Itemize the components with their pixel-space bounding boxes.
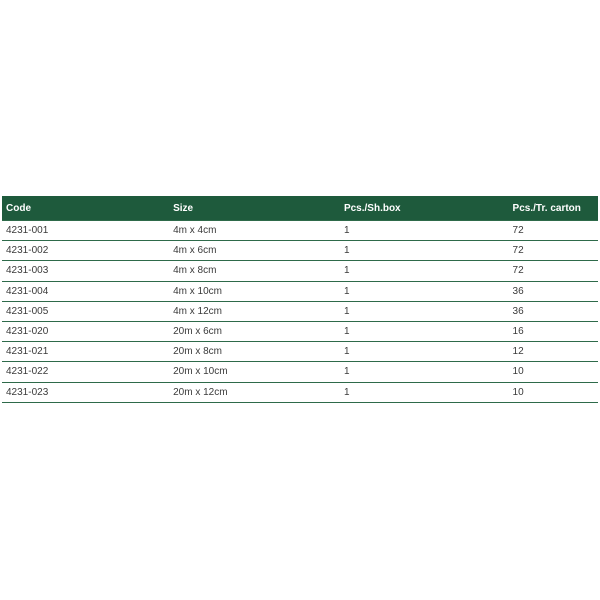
cell-pcs-sh-box: 1 — [338, 342, 507, 362]
cell-size: 20m x 10cm — [167, 362, 338, 382]
cell-pcs-sh-box: 1 — [338, 382, 507, 402]
table-row — [2, 281, 598, 301]
table-row — [2, 241, 598, 261]
header-row — [2, 196, 598, 221]
cell-pcs-sh-box: 1 — [338, 301, 507, 321]
cell-pcs-sh-box: 1 — [338, 221, 507, 241]
cell-pcs-sh-box: 1 — [338, 321, 507, 341]
cell-pcs-tr-carton: 72 — [507, 261, 598, 281]
cell-code: 4231-002 — [2, 241, 167, 261]
table-body — [2, 221, 598, 403]
table-header — [2, 196, 598, 221]
cell-size: 4m x 4cm — [167, 221, 338, 241]
cell-pcs-tr-carton: 10 — [507, 382, 598, 402]
cell-pcs-sh-box: 1 — [338, 261, 507, 281]
table-row — [2, 342, 598, 362]
header-pcs-tr-carton: Pcs./Tr. carton — [507, 196, 598, 221]
table-row — [2, 382, 598, 402]
cell-size: 4m x 8cm — [167, 261, 338, 281]
cell-code: 4231-023 — [2, 382, 167, 402]
cell-size: 4m x 6cm — [167, 241, 338, 261]
table-row — [2, 362, 598, 382]
cell-size: 4m x 12cm — [167, 301, 338, 321]
cell-code: 4231-001 — [2, 221, 167, 241]
cell-pcs-tr-carton: 36 — [507, 301, 598, 321]
cell-size: 20m x 12cm — [167, 382, 338, 402]
table-row — [2, 221, 598, 241]
cell-pcs-tr-carton: 12 — [507, 342, 598, 362]
cell-pcs-tr-carton: 72 — [507, 221, 598, 241]
header-size: Size — [167, 196, 338, 221]
cell-pcs-sh-box: 1 — [338, 281, 507, 301]
cell-size: 20m x 8cm — [167, 342, 338, 362]
cell-pcs-tr-carton: 72 — [507, 241, 598, 261]
cell-pcs-tr-carton: 10 — [507, 362, 598, 382]
cell-size: 4m x 10cm — [167, 281, 338, 301]
cell-code: 4231-004 — [2, 281, 167, 301]
cell-code: 4231-003 — [2, 261, 167, 281]
cell-pcs-sh-box: 1 — [338, 241, 507, 261]
cell-code: 4231-005 — [2, 301, 167, 321]
cell-code: 4231-022 — [2, 362, 167, 382]
header-code: Code — [2, 196, 167, 221]
table-row — [2, 321, 598, 341]
header-pcs-sh-box: Pcs./Sh.box — [338, 196, 507, 221]
product-table-container — [2, 196, 598, 403]
table-row — [2, 261, 598, 281]
product-table — [2, 196, 598, 403]
cell-pcs-tr-carton: 36 — [507, 281, 598, 301]
cell-code: 4231-020 — [2, 321, 167, 341]
cell-code: 4231-021 — [2, 342, 167, 362]
table-row — [2, 301, 598, 321]
cell-size: 20m x 6cm — [167, 321, 338, 341]
cell-pcs-sh-box: 1 — [338, 362, 507, 382]
cell-pcs-tr-carton: 16 — [507, 321, 598, 341]
